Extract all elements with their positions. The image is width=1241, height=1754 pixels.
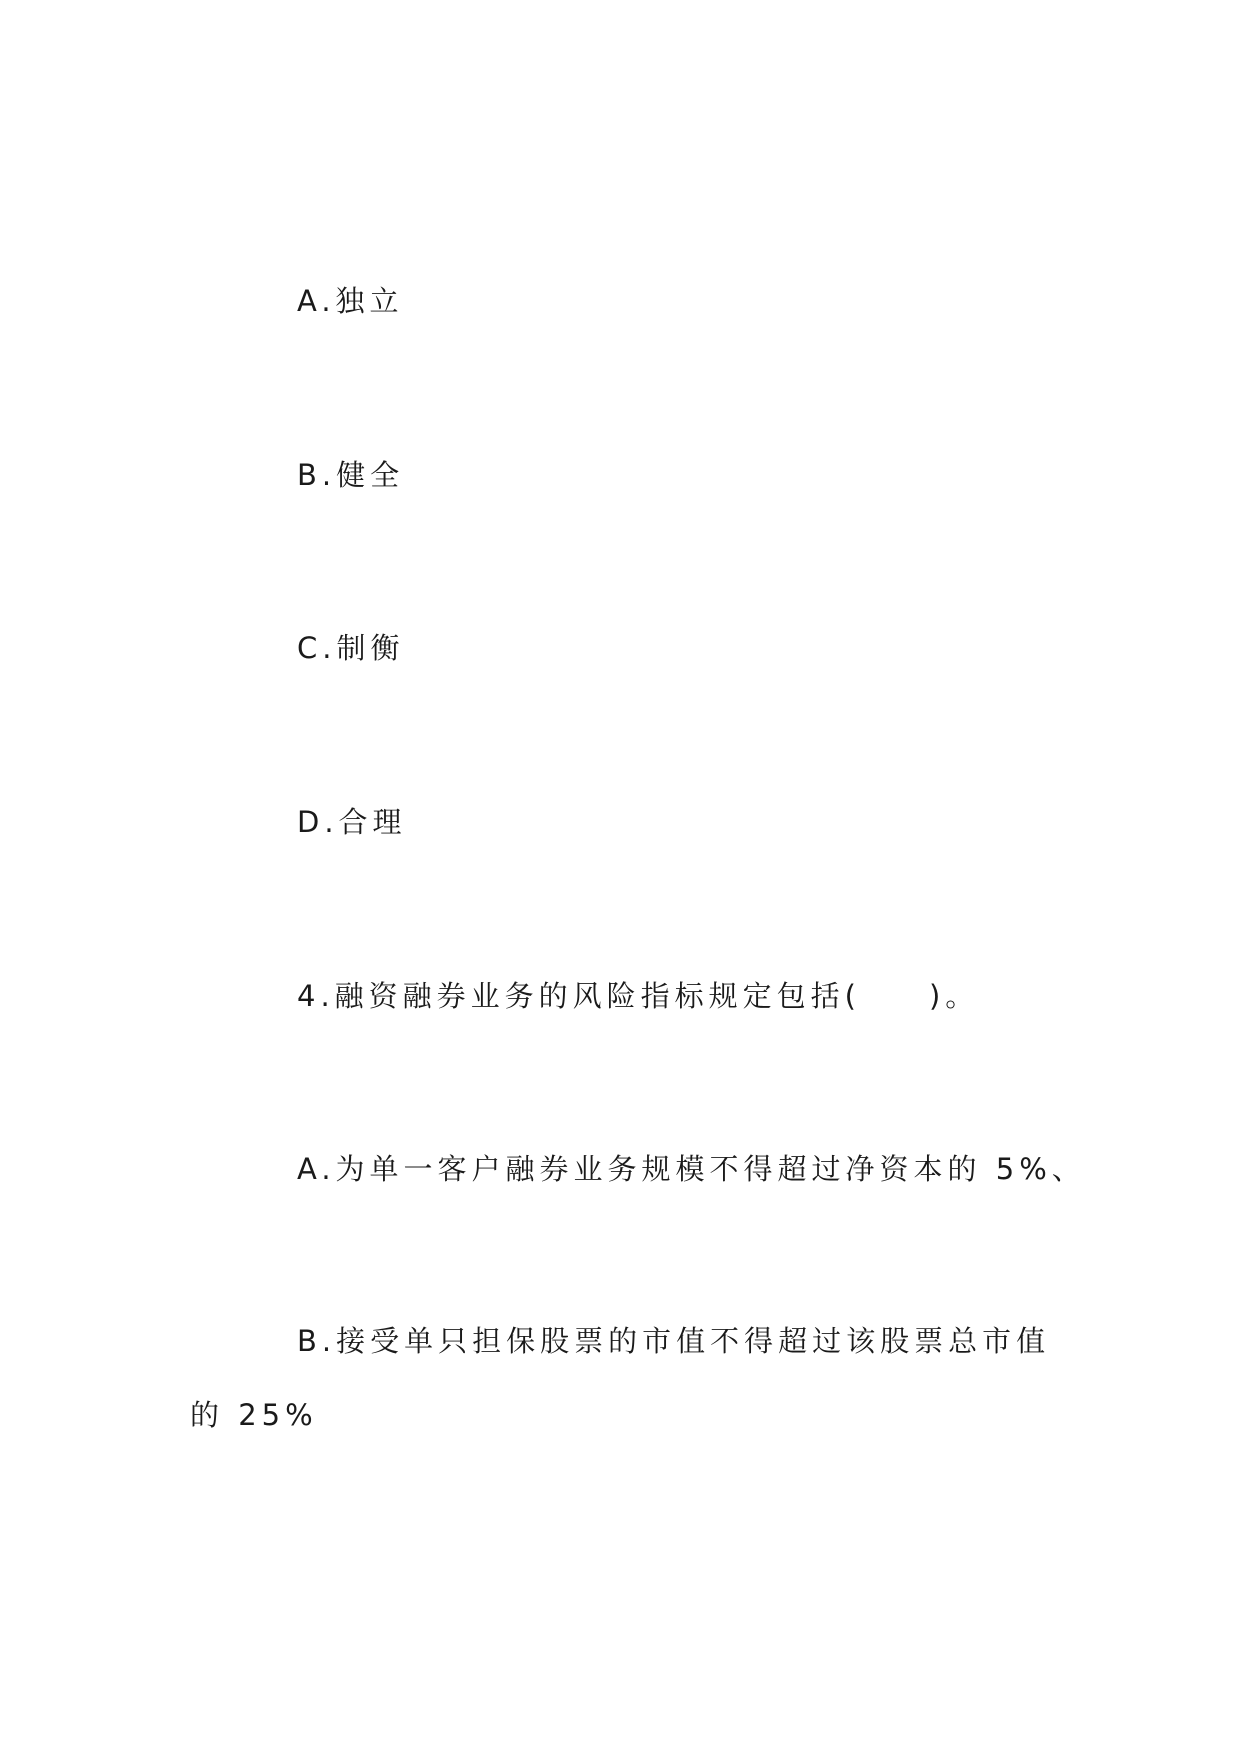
option-d: D.合理: [297, 805, 407, 839]
question-4-option-a: A.为单一客户融券业务规模不得超过净资本的 5%、: [297, 1152, 1086, 1186]
option-a: A.独立: [297, 284, 404, 318]
question-4-stem: 4.融资融券业务的风险指标规定包括( )。: [297, 979, 980, 1013]
option-c: C.制衡: [297, 631, 405, 665]
question-4-option-b: B.接受单只担保股票的市值不得超过该股票总市值的 25%: [190, 1324, 1051, 1432]
option-b: B.健全: [297, 458, 405, 492]
